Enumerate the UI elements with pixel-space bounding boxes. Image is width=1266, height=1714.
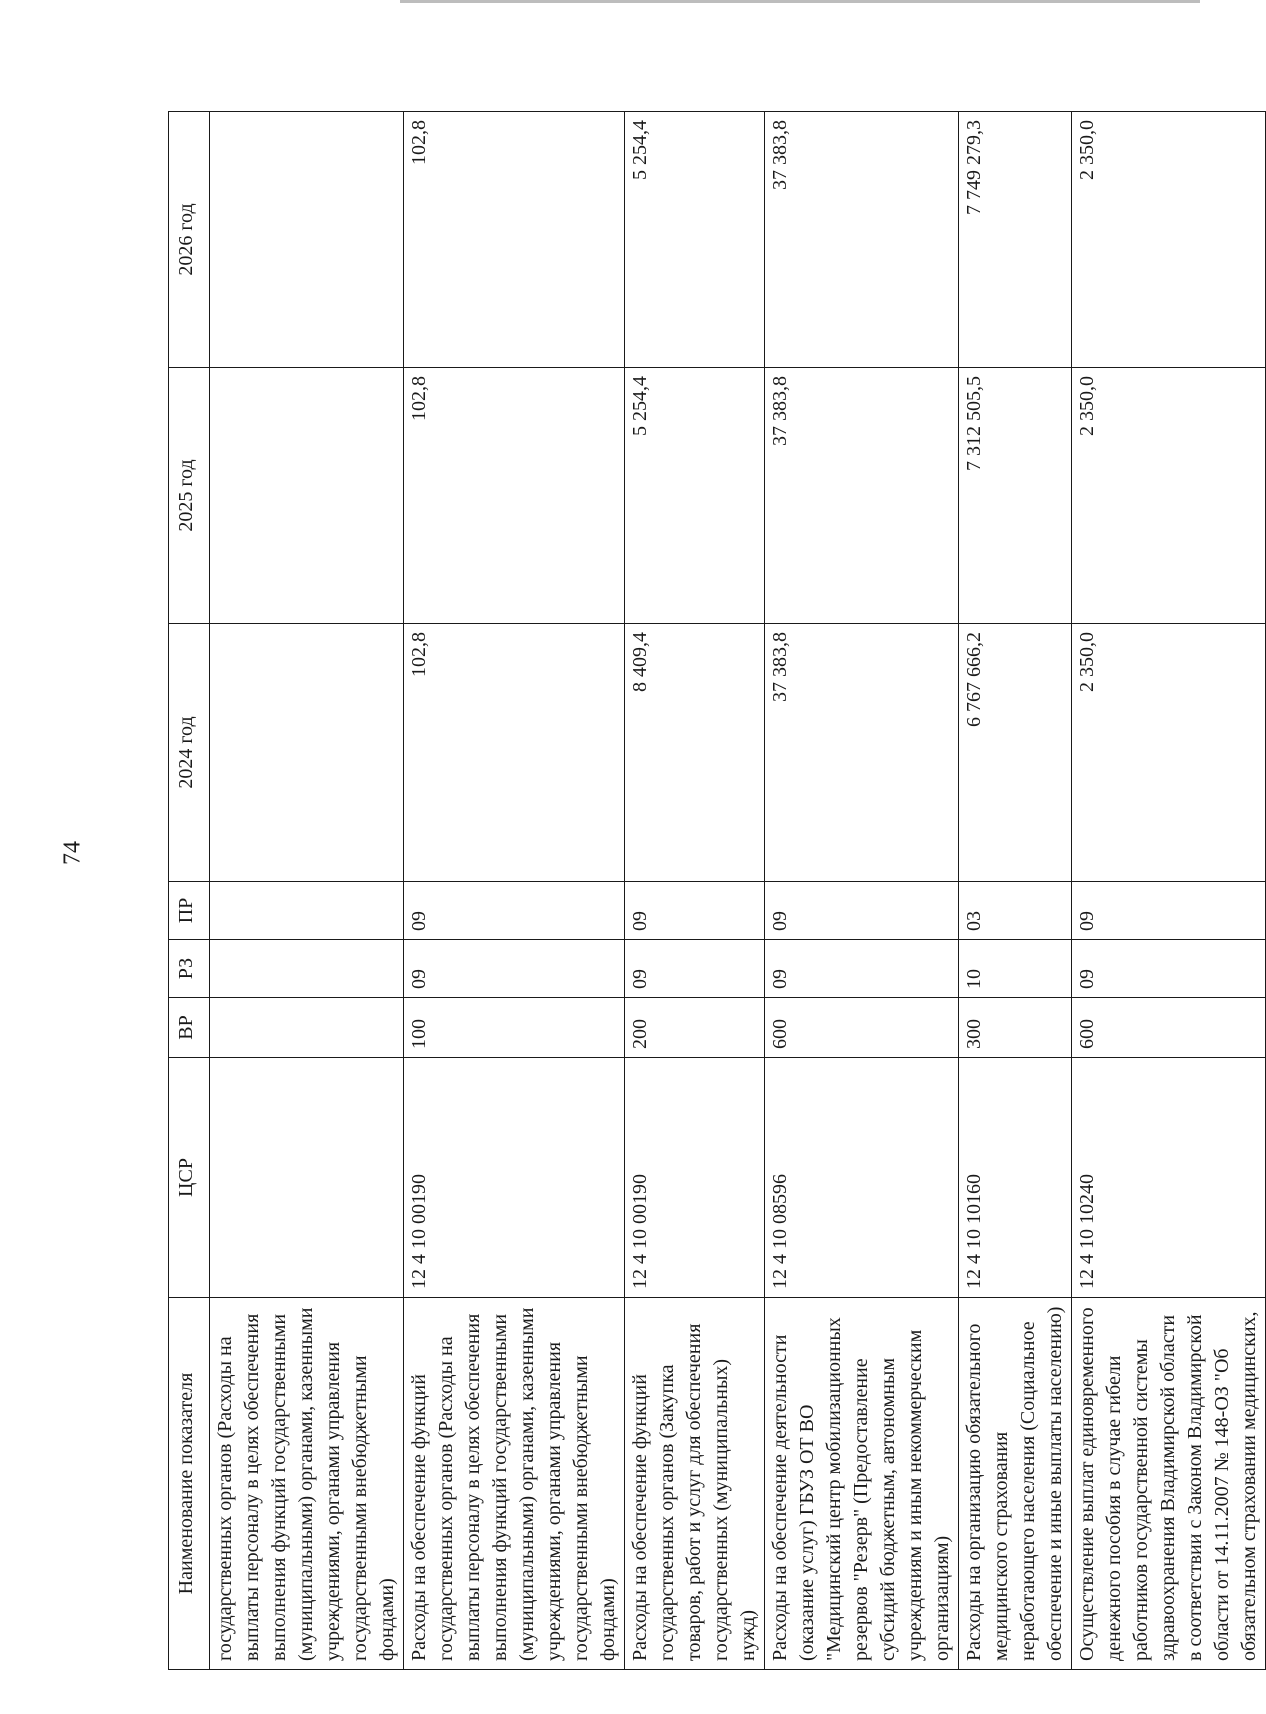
- column-header: 2026 год: [169, 112, 210, 368]
- column-header: 2024 год: [169, 624, 210, 882]
- rz-code: 10: [959, 940, 1072, 998]
- pr-code: 03: [959, 882, 1072, 940]
- pr-code: [210, 882, 404, 940]
- table-header-row: [169, 112, 210, 1670]
- value-2024: 8 409,4: [625, 624, 765, 882]
- value-2026: 37 383,8: [765, 112, 959, 368]
- pr-code: 09: [404, 882, 625, 940]
- value-2025: [210, 368, 404, 624]
- csr-code: 12 4 10 10160: [959, 1058, 1072, 1298]
- vr-code: 200: [625, 998, 765, 1058]
- top-edge-rule: [400, 0, 1200, 3]
- csr-code: 12 4 10 08596: [765, 1058, 959, 1298]
- csr-code: 12 4 10 00190: [404, 1058, 625, 1298]
- budget-table: [168, 111, 1266, 1670]
- page-number: 74: [59, 841, 86, 865]
- value-2026: 5 254,4: [625, 112, 765, 368]
- rz-code: 09: [1072, 940, 1266, 998]
- column-header: ЦСР: [169, 1058, 210, 1298]
- indicator-name: Осуществление выплат единовременного денежного пособия в случае гибели работников государственной системы здравоохранения Владимирской области в соответствии с Законом Владимирской области от 14.11.2007 № 148-ОЗ "Об обязательном страховании медицинских,: [1072, 1298, 1266, 1670]
- budget-table-rotated: [168, 112, 1260, 1670]
- value-2025: 5 254,4: [625, 368, 765, 624]
- pr-code: 09: [625, 882, 765, 940]
- table-row: [210, 112, 404, 1670]
- table-row: [959, 112, 1072, 1670]
- csr-code: [210, 1058, 404, 1298]
- value-2026: 7 749 279,3: [959, 112, 1072, 368]
- table-row: [1072, 112, 1266, 1670]
- indicator-name: Расходы на организацию обязательного медицинского страхования неработающего населения (Социальное обеспечение и иные выплаты населению): [959, 1298, 1072, 1670]
- pr-code: 09: [765, 882, 959, 940]
- indicator-name: Расходы на обеспечение деятельности (оказание услуг) ГБУЗ ОТ ВО "Медицинский центр мобилизационных резервов "Резерв" (Предоставление субсидий бюджетным, автономным учреждениям и иным некоммерческим организациям): [765, 1298, 959, 1670]
- table-row: [404, 112, 625, 1670]
- value-2024: 37 383,8: [765, 624, 959, 882]
- value-2025: 7 312 505,5: [959, 368, 1072, 624]
- value-2025: 37 383,8: [765, 368, 959, 624]
- csr-code: 12 4 10 00190: [625, 1058, 765, 1298]
- value-2024: [210, 624, 404, 882]
- value-2024: 6 767 666,2: [959, 624, 1072, 882]
- rz-code: 09: [404, 940, 625, 998]
- value-2026: 102,8: [404, 112, 625, 368]
- vr-code: 100: [404, 998, 625, 1058]
- value-2026: 2 350,0: [1072, 112, 1266, 368]
- column-header: Наименование показателя: [169, 1298, 210, 1670]
- column-header: ВР: [169, 998, 210, 1058]
- csr-code: 12 4 10 10240: [1072, 1058, 1266, 1298]
- vr-code: [210, 998, 404, 1058]
- value-2024: 102,8: [404, 624, 625, 882]
- vr-code: 600: [765, 998, 959, 1058]
- column-header: ПР: [169, 882, 210, 940]
- rz-code: 09: [625, 940, 765, 998]
- table-row: [765, 112, 959, 1670]
- rz-code: [210, 940, 404, 998]
- column-header: РЗ: [169, 940, 210, 998]
- table-row: [625, 112, 765, 1670]
- vr-code: 300: [959, 998, 1072, 1058]
- value-2025: 2 350,0: [1072, 368, 1266, 624]
- rz-code: 09: [765, 940, 959, 998]
- column-header: 2025 год: [169, 368, 210, 624]
- pr-code: 09: [1072, 882, 1266, 940]
- value-2024: 2 350,0: [1072, 624, 1266, 882]
- indicator-name: государственных органов (Расходы на выплаты персоналу в целях обеспечения выполнения функций государственными (муниципальными) органами, казенными учреждениями, органами управления государственными внебюджетными фондами): [210, 1298, 404, 1670]
- value-2025: 102,8: [404, 368, 625, 624]
- indicator-name: Расходы на обеспечение функций государственных органов (Закупка товаров, работ и услуг для обеспечения государственных (муниципальных) нужд): [625, 1298, 765, 1670]
- value-2026: [210, 112, 404, 368]
- indicator-name: Расходы на обеспечение функций государственных органов (Расходы на выплаты персоналу в целях обеспечения выполнения функций государственными (муниципальными) органами, казенными учреждениями, органами управления государственными внебюджетными фондами): [404, 1298, 625, 1670]
- vr-code: 600: [1072, 998, 1266, 1058]
